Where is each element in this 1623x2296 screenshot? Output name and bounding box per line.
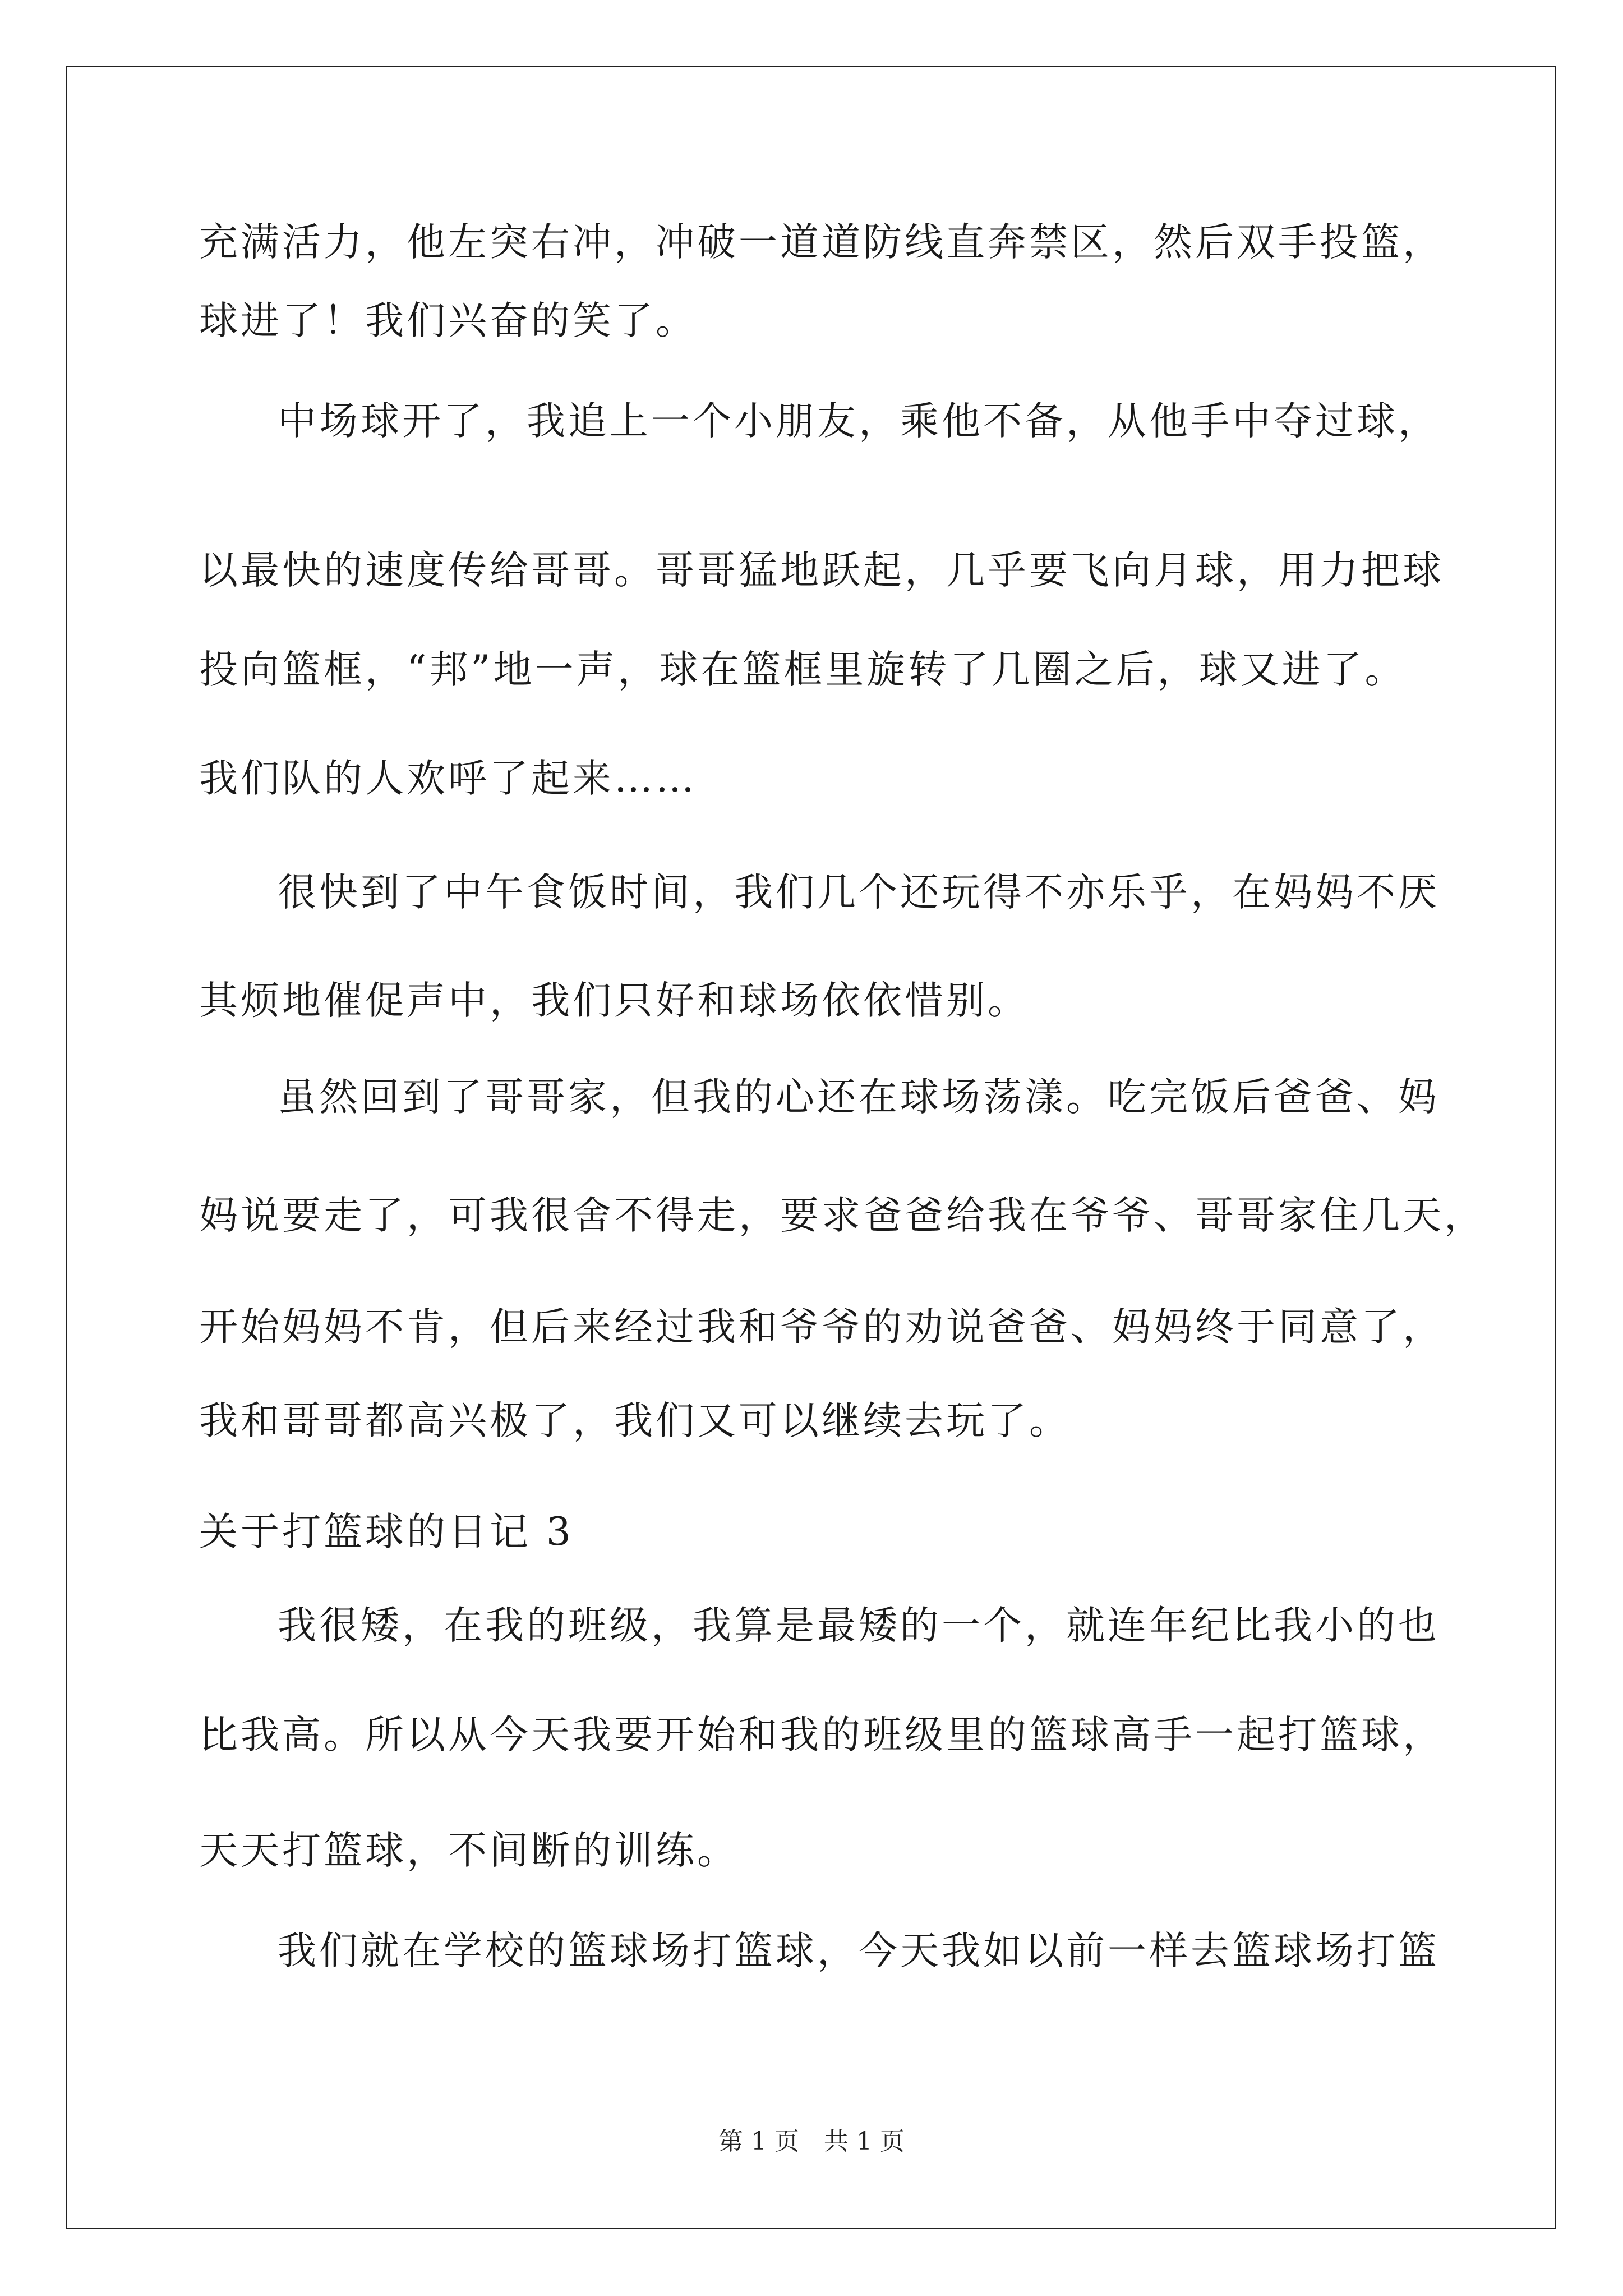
body-text-line: 比我高。所以从今天我要开始和我的班级里的篮球高手一起打篮球， <box>199 1713 1444 1757</box>
body-text-line: 我和哥哥都高兴极了，我们又可以继续去玩了。 <box>199 1398 1071 1443</box>
paragraph-first-line: 很快到了中午食饭时间，我们几个还玩得不亦乐乎，在妈妈不厌 <box>278 870 1440 915</box>
body-text-line: 充满活力，他左突右冲，冲破一道道防线直奔禁区，然后双手投篮， <box>199 220 1444 265</box>
body-text-line: 其烦地催促声中，我们只好和球场依依惜别。 <box>199 978 1029 1023</box>
page-border <box>66 66 1556 2229</box>
body-text-line: 球进了！我们兴奋的笑了。 <box>199 298 697 343</box>
body-text-line: 我们队的人欢呼了起来…… <box>199 756 697 801</box>
paragraph-first-line: 中场球开了，我追上一个小朋友，乘他不备，从他手中夺过球， <box>278 399 1440 444</box>
body-text-line: 妈说要走了，可我很舍不得走，要求爸爸给我在爷爷、哥哥家住几天， <box>199 1193 1486 1238</box>
paragraph-first-line: 我很矮，在我的班级，我算是最矮的一个，就连年纪比我小的也 <box>278 1603 1440 1648</box>
page-number-footer: 第 1 页 共 1 页 <box>718 2127 905 2156</box>
paragraph-first-line: 虽然回到了哥哥家，但我的心还在球场荡漾。吃完饭后爸爸、妈 <box>278 1075 1440 1120</box>
body-text-line: 投向篮框，“邦”地一声，球在篮框里旋转了几圈之后，球又进了。 <box>199 647 1407 692</box>
section-heading: 关于打篮球的日记 3 <box>199 1510 574 1554</box>
body-text-line: 开始妈妈不肯，但后来经过我和爷爷的劝说爸爸、妈妈终于同意了， <box>199 1305 1444 1350</box>
paragraph-first-line: 我们就在学校的篮球场打篮球，今天我如以前一样去篮球场打篮 <box>278 1929 1440 1973</box>
body-text-line: 以最快的速度传给哥哥。哥哥猛地跃起，几乎要飞向月球，用力把球 <box>199 548 1444 593</box>
body-text-line: 天天打篮球，不间断的训练。 <box>199 1828 739 1873</box>
